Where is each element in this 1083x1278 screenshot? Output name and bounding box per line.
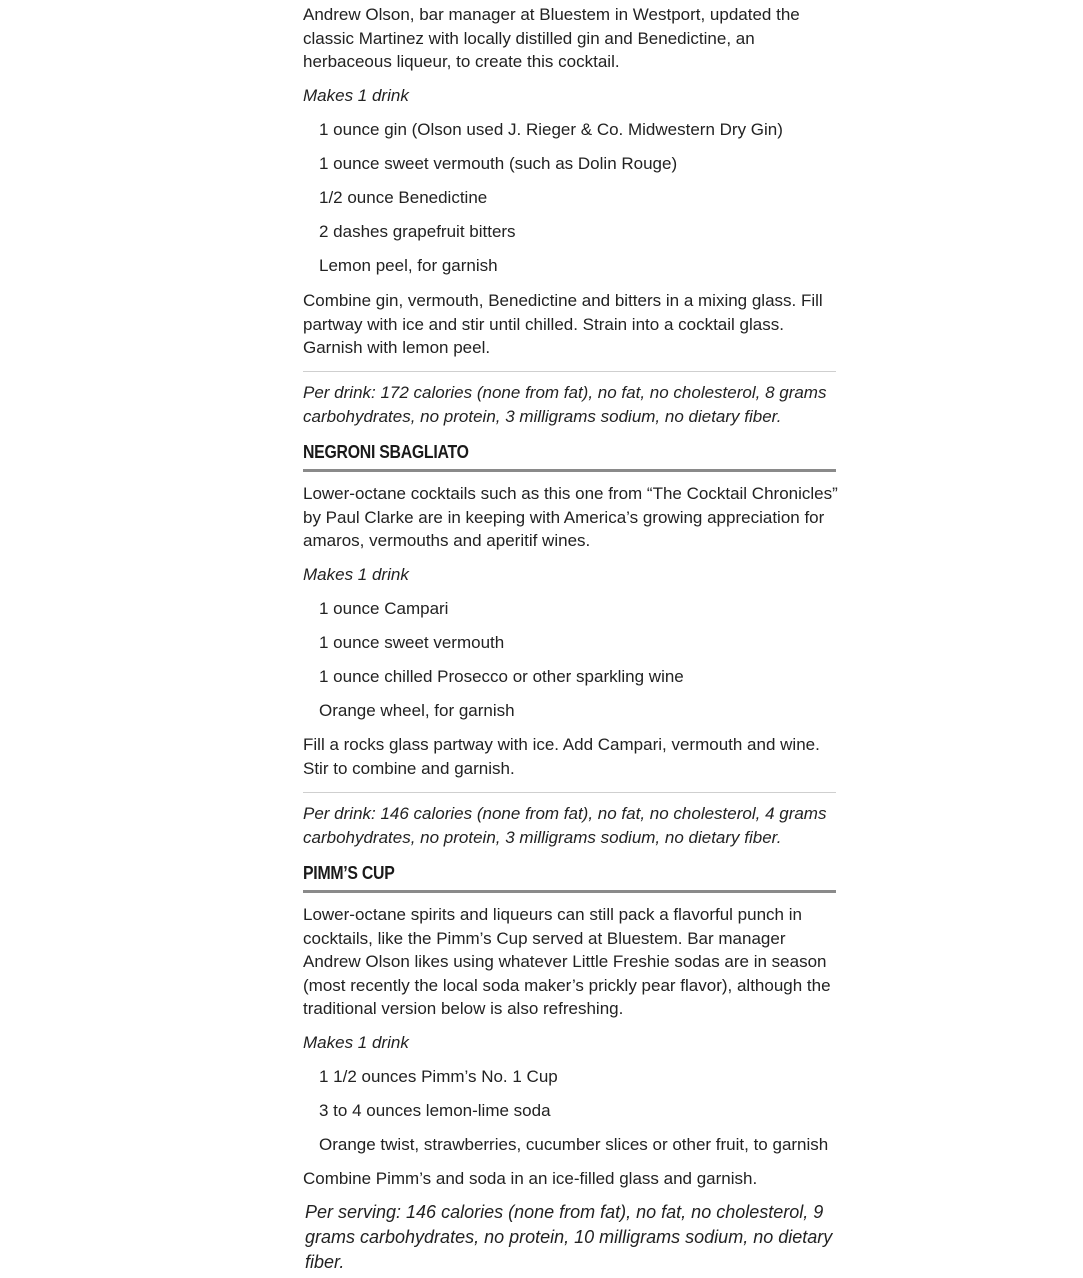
ingredient-item: 3 to 4 ounces lemon-lime soda [319, 1101, 551, 1120]
ingredient-item: Lemon peel, for garnish [319, 256, 498, 275]
ingredient-item: 2 dashes grapefruit bitters [319, 222, 516, 241]
divider [303, 792, 836, 793]
heading-rule [303, 469, 836, 472]
divider [303, 371, 836, 372]
recipe-intro: Andrew Olson, bar manager at Bluestem in Westport, updated the classic Martinez with locally distilled gin and Benedictine, an herbaceous liqueur, to create this cocktail. [303, 5, 800, 71]
heading-rule [303, 890, 836, 893]
nutrition-info: Per drink: 172 calories (none from fat), no fat, no cholesterol, 8 grams carbohydrates, no protein, 3 milligrams sodium, no dietary fiber. [303, 383, 827, 426]
ingredient-item: 1 ounce sweet vermouth [319, 633, 505, 652]
nutrition-info: Per serving: 146 calories (none from fat), no fat, no cholesterol, 9 grams carbohydrates, no protein, 10 milligrams sodium, no dietary fiber. [305, 1202, 833, 1272]
nutrition-info: Per drink: 146 calories (none from fat), no fat, no cholesterol, 4 grams carbohydrates, no protein, 3 milligrams sodium, no dietary fiber. [303, 804, 827, 847]
recipe-directions: Fill a rocks glass partway with ice. Add Campari, vermouth and wine. Stir to combine and garnish. [303, 735, 820, 778]
recipe-title: NEGRONI SBAGLIATO [303, 442, 469, 462]
ingredient-item: Orange wheel, for garnish [319, 701, 515, 720]
recipe-intro: Lower-octane cocktails such as this one from “The Cocktail Chronicles” by Paul Clarke are in keeping with America’s growing appreciation for amaros, vermouths and aperitif wines. [303, 484, 838, 550]
recipe-yield: Makes 1 drink [303, 86, 409, 105]
ingredient-item: 1 ounce Campari [319, 599, 449, 618]
recipe-directions: Combine gin, vermouth, Benedictine and bitters in a mixing glass. Fill partway with ice and stir until chilled. Strain into a cocktail glass. Garnish with lemon peel. [303, 291, 823, 357]
recipe-title: PIMM’S CUP [303, 863, 395, 883]
ingredient-item: Orange twist, strawberries, cucumber slices or other fruit, to garnish [319, 1135, 829, 1154]
ingredient-item: 1 ounce sweet vermouth (such as Dolin Rouge) [319, 154, 678, 173]
ingredient-item: 1/2 ounce Benedictine [319, 188, 488, 207]
ingredient-item: 1 ounce chilled Prosecco or other sparkling wine [319, 667, 684, 686]
recipe-intro: Lower-octane spirits and liqueurs can still pack a flavorful punch in cocktails, like the Pimm’s Cup served at Bluestem. Bar manager Andrew Olson likes using whatever Little Freshie sodas are in season (most recently the local soda maker’s prickly pear flavor), although the traditional version below is also refreshing. [303, 905, 831, 1018]
recipe-yield: Makes 1 drink [303, 1033, 409, 1052]
ingredient-item: 1 1/2 ounces Pimm’s No. 1 Cup [319, 1067, 558, 1086]
recipe-directions: Combine Pimm’s and soda in an ice-filled glass and garnish. [303, 1169, 758, 1188]
ingredient-item: 1 ounce gin (Olson used J. Rieger & Co. Midwestern Dry Gin) [319, 120, 783, 139]
recipe-yield: Makes 1 drink [303, 565, 409, 584]
